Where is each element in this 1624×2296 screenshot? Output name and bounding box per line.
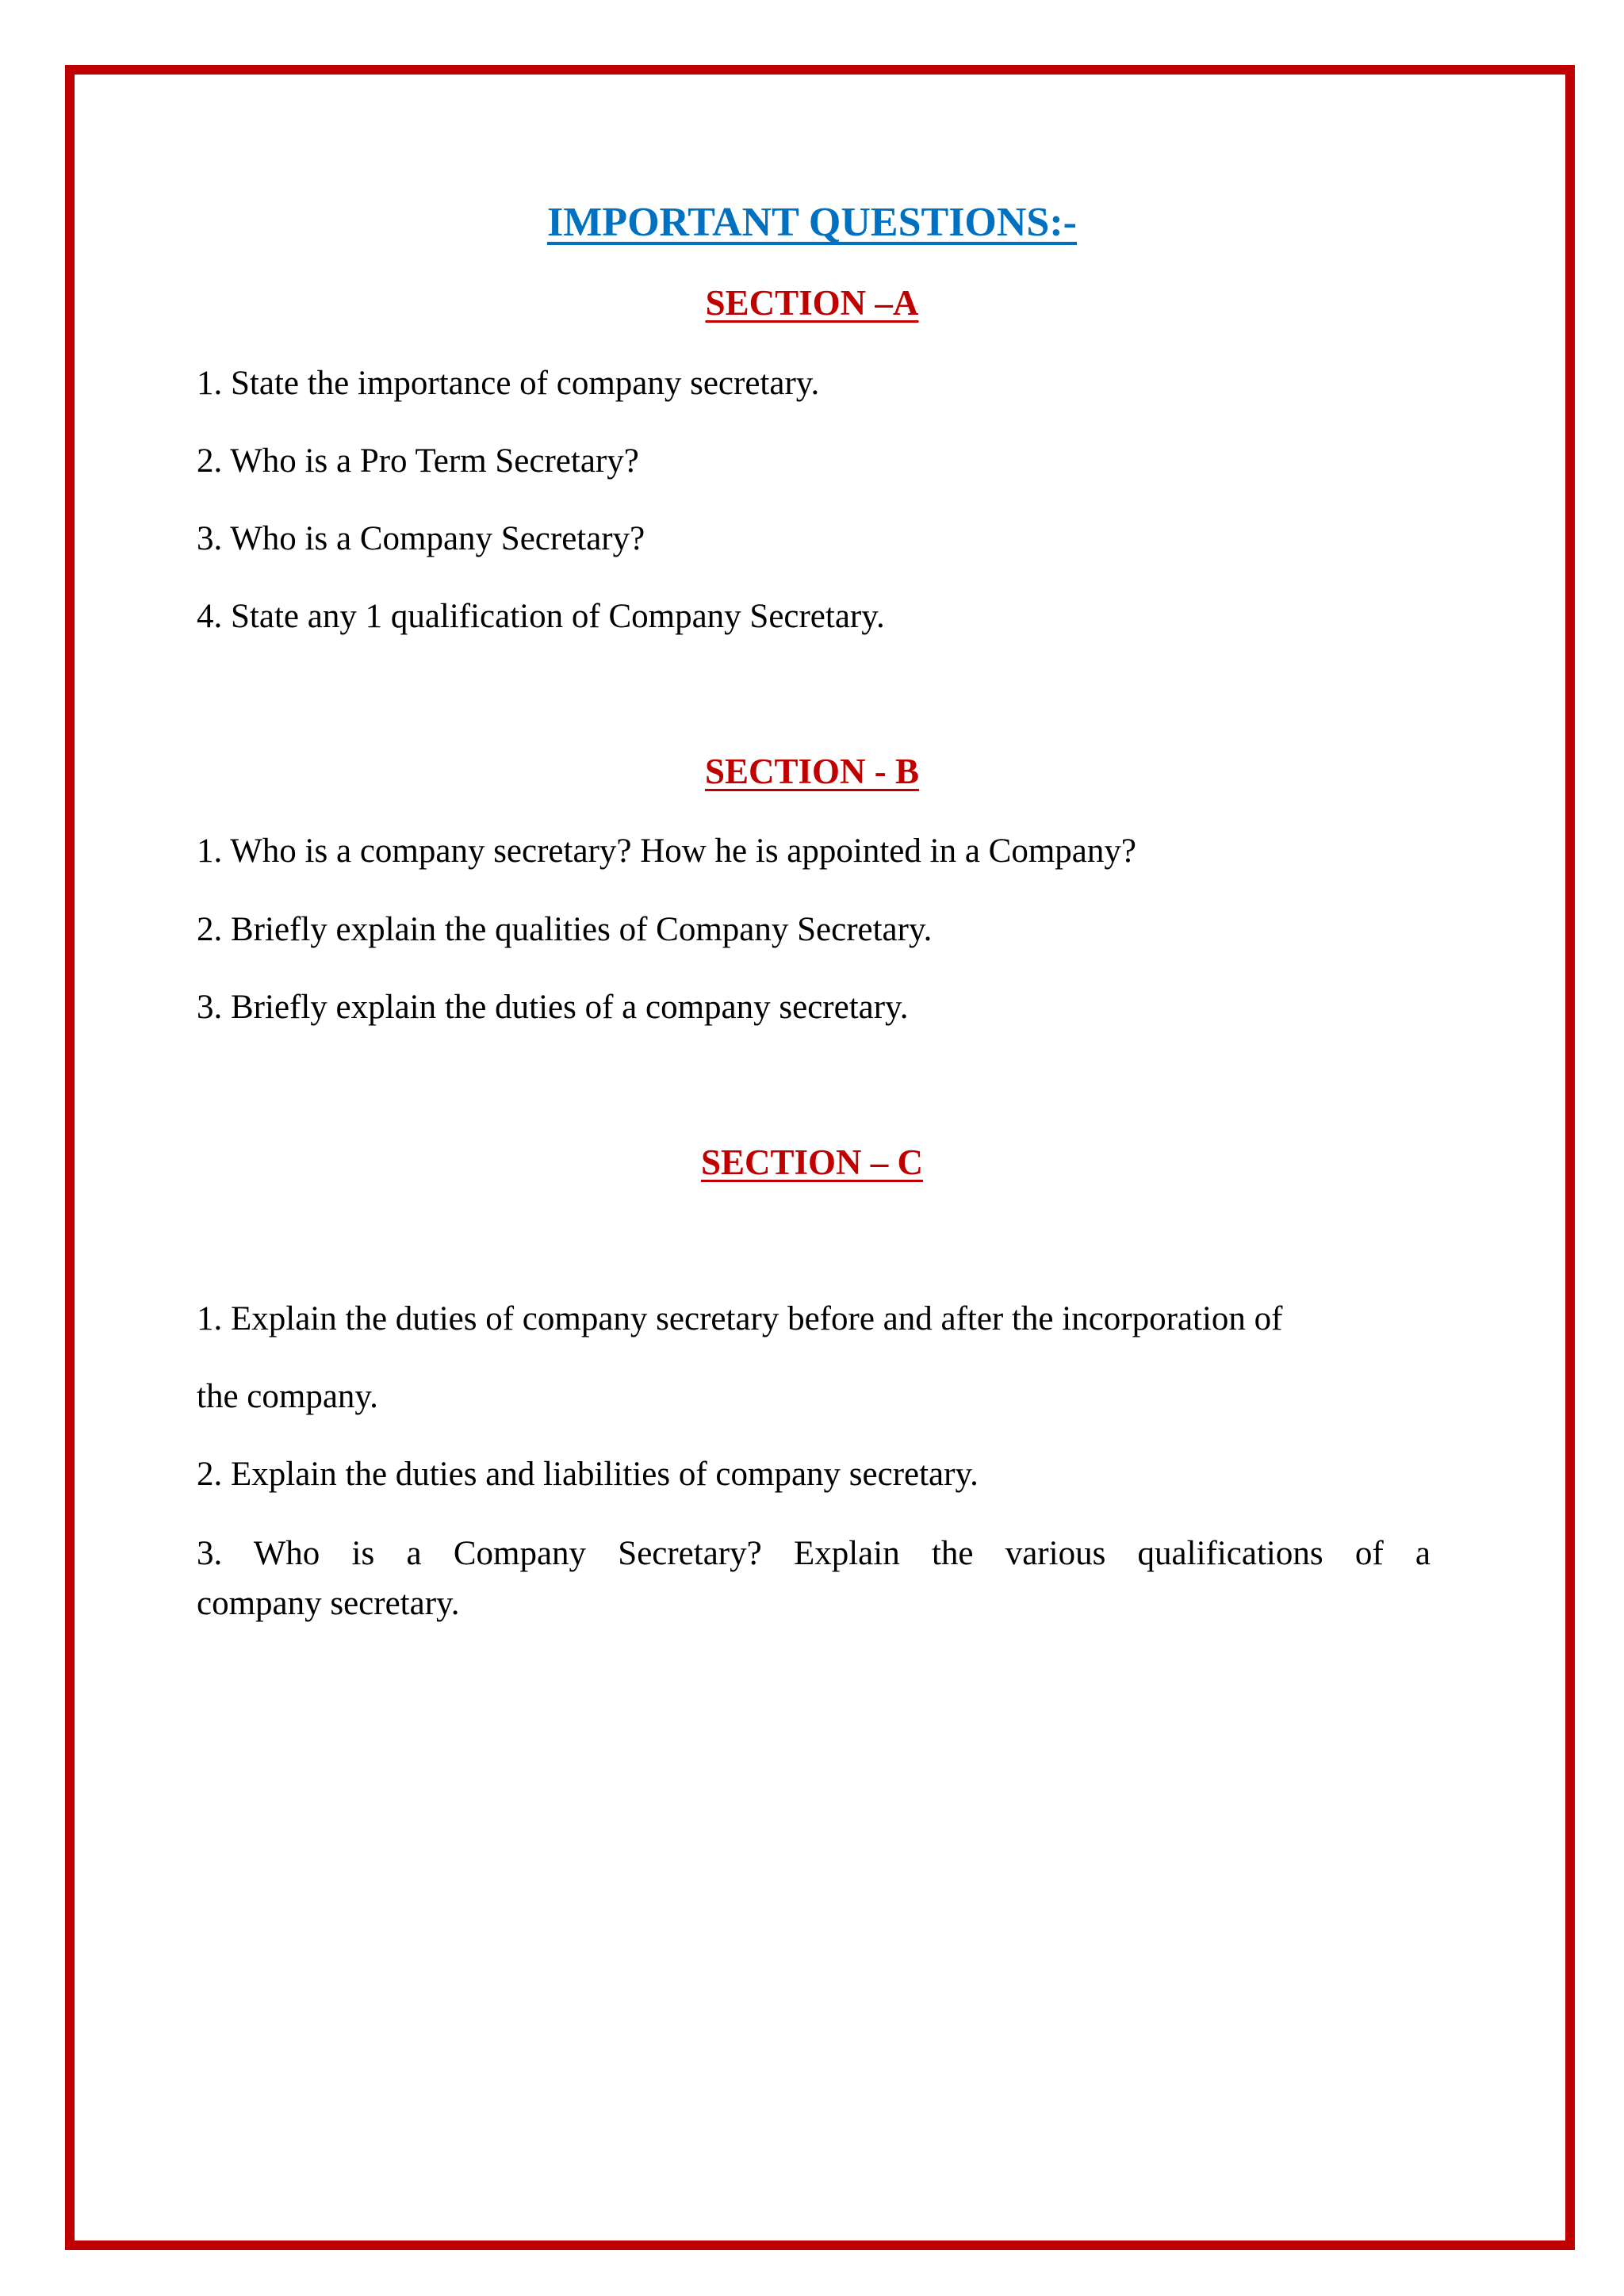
section-a-heading: SECTION –A (705, 283, 919, 323)
section-a-question-2: 2. Who is a Pro Term Secretary? (197, 442, 639, 480)
section-c-heading: SECTION – C (700, 1142, 924, 1182)
section-b-heading: SECTION - B (704, 752, 920, 791)
page-title: IMPORTANT QUESTIONS:- (546, 200, 1077, 245)
section-b-question-1: 1. Who is a company secretary? How he is appointed in a Company? (197, 832, 1136, 870)
section-c-question-3-line-2: company secretary. (197, 1585, 460, 1622)
section-b-question-2: 2. Briefly explain the qualities of Company Secretary. (197, 911, 933, 948)
section-a-question-1: 1. State the importance of company secretary. (197, 365, 820, 402)
section-c-question-1-line-1: 1. Explain the duties of company secretary before and after the incorporation of (197, 1300, 1283, 1337)
section-a-question-3: 3. Who is a Company Secretary? (197, 520, 645, 557)
section-c-question-3 (197, 1529, 1431, 1628)
section-c-question-3-line-1: 3. Who is a Company Secretary? Explain the various qualifications of a (197, 1535, 1431, 1572)
section-c-question-2: 2. Explain the duties and liabilities of company secretary. (197, 1456, 979, 1493)
section-c-question-1-line-2: the company. (197, 1378, 378, 1415)
section-b-question-3: 3. Briefly explain the duties of a company secretary. (197, 989, 909, 1026)
section-a-question-4: 4. State any 1 qualification of Company Secretary. (197, 598, 885, 635)
